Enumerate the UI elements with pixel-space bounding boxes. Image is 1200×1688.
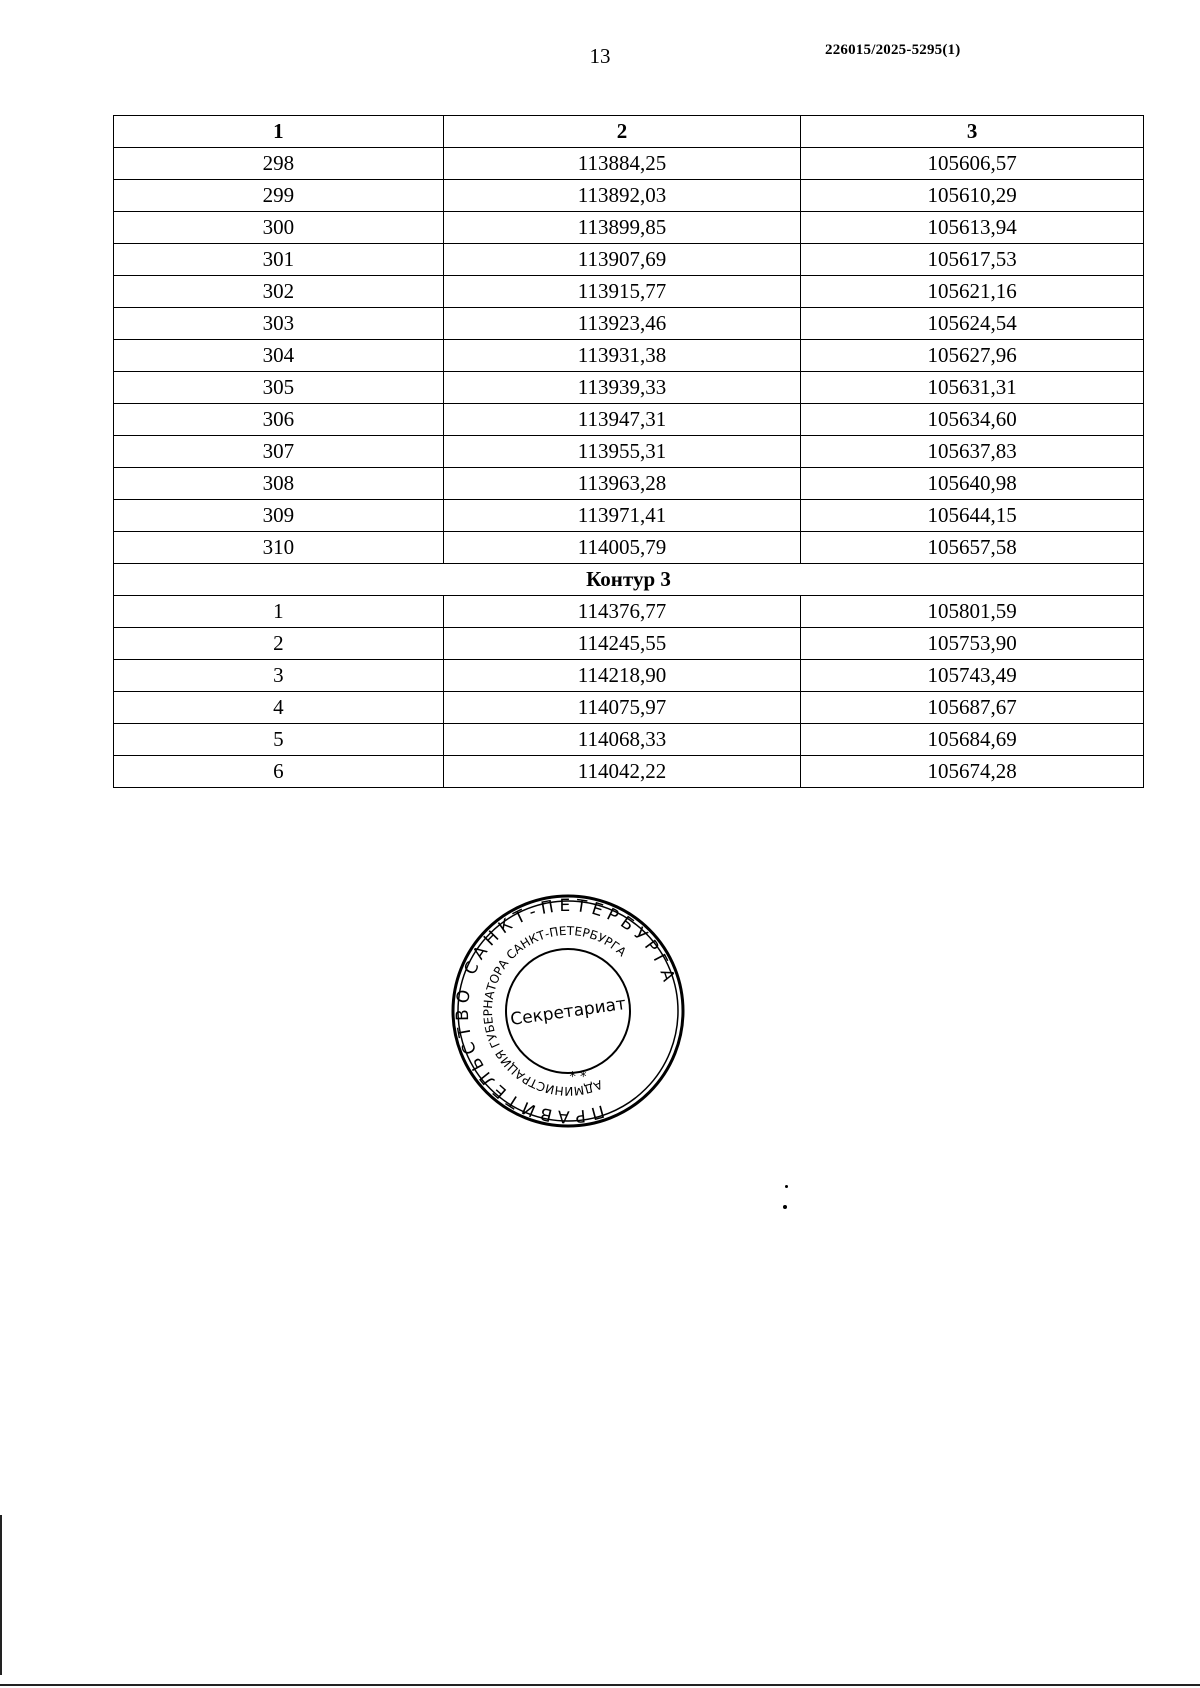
scan-speck: [783, 1205, 787, 1209]
x-coordinate-cell: 113931,38: [443, 340, 801, 372]
point-number-cell: 309: [114, 500, 444, 532]
table-row: [114, 244, 1144, 276]
x-coordinate-cell: 114005,79: [443, 532, 801, 564]
point-number-cell: 305: [114, 372, 444, 404]
table-body-contour-2: [114, 148, 1144, 564]
table-row: [114, 756, 1144, 788]
y-coordinate-cell: 105634,60: [801, 404, 1144, 436]
x-coordinate-cell: 114068,33: [443, 724, 801, 756]
y-coordinate-cell: 105674,28: [801, 756, 1144, 788]
point-number-cell: 308: [114, 468, 444, 500]
point-number-cell: 310: [114, 532, 444, 564]
table-row: [114, 692, 1144, 724]
table-row: [114, 404, 1144, 436]
seal-inner-text: АДМИНИСТРАЦИЯ ГУБЕРНАТОРА САНКТ-ПЕТЕРБУРГА: [480, 923, 629, 1099]
table-header-row: [114, 116, 1144, 148]
point-number-cell: 4: [114, 692, 444, 724]
x-coordinate-cell: 113971,41: [443, 500, 801, 532]
seal-outer-text: ПРАВИТЕЛЬСТВО САНКТ-ПЕТЕРБУРГА: [452, 895, 680, 1127]
point-number-cell: 306: [114, 404, 444, 436]
x-coordinate-cell: 114042,22: [443, 756, 801, 788]
y-coordinate-cell: 105657,58: [801, 532, 1144, 564]
seal-stars: * *: [569, 1070, 587, 1085]
x-coordinate-cell: 113915,77: [443, 276, 801, 308]
point-number-cell: 304: [114, 340, 444, 372]
x-coordinate-cell: 113892,03: [443, 180, 801, 212]
table-row: [114, 724, 1144, 756]
table-row: [114, 628, 1144, 660]
point-number-cell: 3: [114, 660, 444, 692]
scan-speck: [785, 1185, 788, 1188]
point-number-cell: 302: [114, 276, 444, 308]
y-coordinate-cell: 105624,54: [801, 308, 1144, 340]
y-coordinate-cell: 105687,67: [801, 692, 1144, 724]
y-coordinate-cell: 105613,94: [801, 212, 1144, 244]
table-row: [114, 532, 1144, 564]
point-number-cell: 307: [114, 436, 444, 468]
table-body-contour-3: [114, 596, 1144, 788]
point-number-cell: 300: [114, 212, 444, 244]
scan-edge-bottom: [0, 1684, 1200, 1686]
point-number-cell: 6: [114, 756, 444, 788]
x-coordinate-cell: 114376,77: [443, 596, 801, 628]
x-coordinate-cell: 113955,31: [443, 436, 801, 468]
x-coordinate-cell: 113899,85: [443, 212, 801, 244]
seal-center-text: Секретариат: [509, 993, 628, 1030]
table-row: [114, 148, 1144, 180]
official-seal: [450, 893, 686, 1129]
y-coordinate-cell: 105753,90: [801, 628, 1144, 660]
y-coordinate-cell: 105684,69: [801, 724, 1144, 756]
y-coordinate-cell: 105617,53: [801, 244, 1144, 276]
table-row: [114, 468, 1144, 500]
point-number-cell: 298: [114, 148, 444, 180]
seal-graphic: [450, 893, 686, 1129]
table-row: [114, 372, 1144, 404]
x-coordinate-cell: 113884,25: [443, 148, 801, 180]
y-coordinate-cell: 105644,15: [801, 500, 1144, 532]
y-coordinate-cell: 105606,57: [801, 148, 1144, 180]
column-header: 2: [443, 116, 801, 148]
table-row: [114, 180, 1144, 212]
table-row: [114, 340, 1144, 372]
x-coordinate-cell: 113907,69: [443, 244, 801, 276]
point-number-cell: 5: [114, 724, 444, 756]
document-number: 226015/2025-5295(1): [825, 42, 961, 58]
point-number-cell: 299: [114, 180, 444, 212]
point-number-cell: 301: [114, 244, 444, 276]
page-number: 13: [589, 44, 611, 68]
x-coordinate-cell: 114218,90: [443, 660, 801, 692]
y-coordinate-cell: 105743,49: [801, 660, 1144, 692]
x-coordinate-cell: 114245,55: [443, 628, 801, 660]
y-coordinate-cell: 105640,98: [801, 468, 1144, 500]
table-row: [114, 500, 1144, 532]
table-row: [114, 596, 1144, 628]
y-coordinate-cell: 105801,59: [801, 596, 1144, 628]
x-coordinate-cell: 114075,97: [443, 692, 801, 724]
y-coordinate-cell: 105637,83: [801, 436, 1144, 468]
table-row: [114, 308, 1144, 340]
table-row: [114, 212, 1144, 244]
section-title: Контур 3: [114, 564, 1144, 596]
x-coordinate-cell: 113939,33: [443, 372, 801, 404]
x-coordinate-cell: 113947,31: [443, 404, 801, 436]
x-coordinate-cell: 113923,46: [443, 308, 801, 340]
x-coordinate-cell: 113963,28: [443, 468, 801, 500]
scan-edge-left: [0, 1515, 2, 1675]
column-header: 1: [114, 116, 444, 148]
y-coordinate-cell: 105627,96: [801, 340, 1144, 372]
y-coordinate-cell: 105610,29: [801, 180, 1144, 212]
table-row: [114, 276, 1144, 308]
y-coordinate-cell: 105631,31: [801, 372, 1144, 404]
y-coordinate-cell: 105621,16: [801, 276, 1144, 308]
point-number-cell: 1: [114, 596, 444, 628]
section-row: [114, 564, 1144, 596]
table-row: [114, 660, 1144, 692]
column-header: 3: [801, 116, 1144, 148]
point-number-cell: 2: [114, 628, 444, 660]
table-row: [114, 436, 1144, 468]
point-number-cell: 303: [114, 308, 444, 340]
coordinates-table: [113, 115, 1144, 788]
